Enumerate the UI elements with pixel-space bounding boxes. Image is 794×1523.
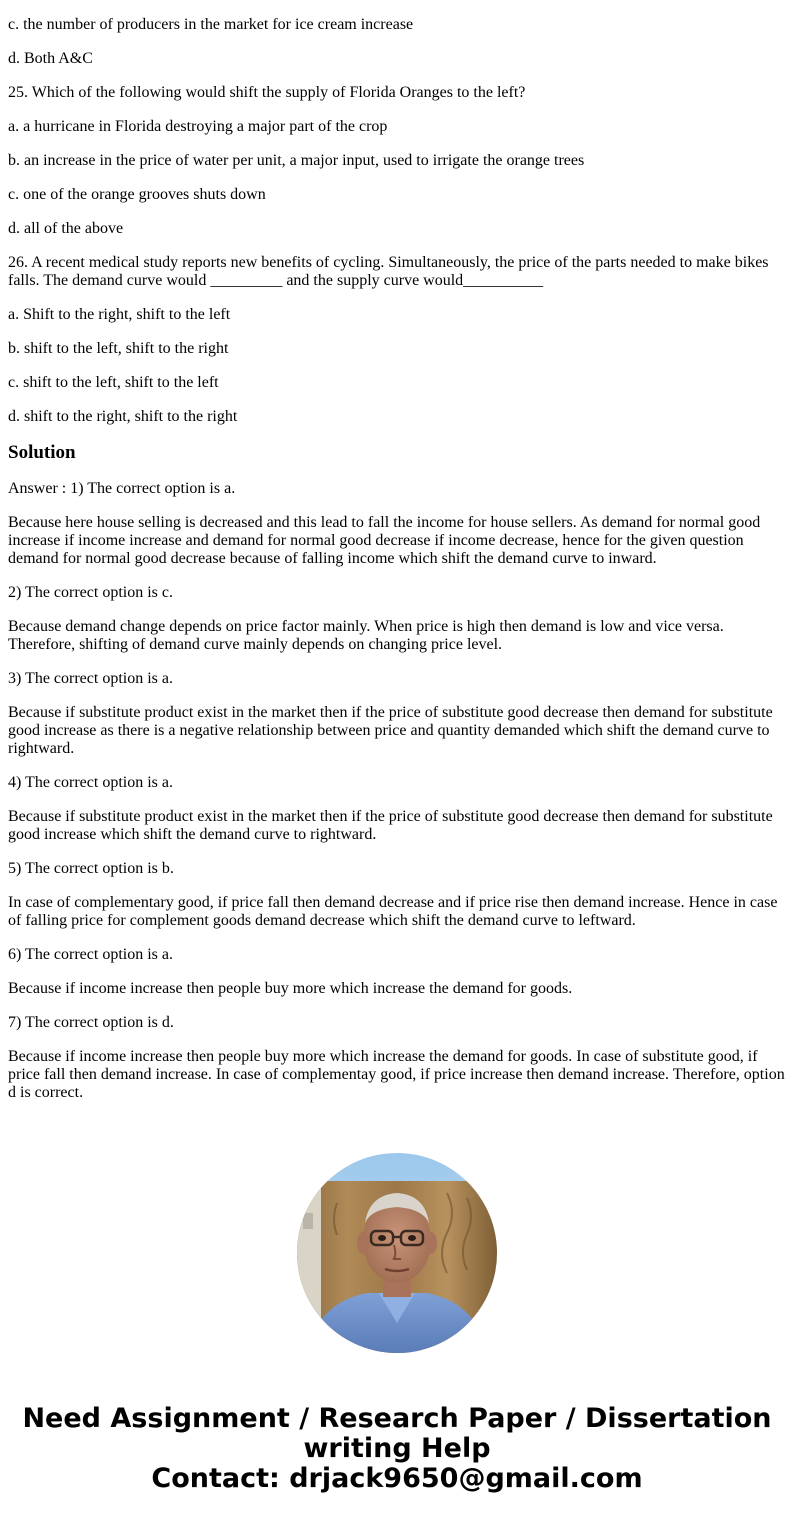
q24-option-d: d. Both A&C: [8, 50, 93, 67]
promo-line-1: Need Assignment / Research Paper / Dissertation: [22, 1403, 772, 1434]
solution-heading: Solution: [8, 442, 76, 463]
solution-answer-4: 4) The correct option is a.: [8, 774, 173, 791]
q25-option-d: d. all of the above: [8, 220, 124, 237]
solution-answer-7: 7) The correct option is d.: [8, 1014, 174, 1031]
q26-option-a: a. Shift to the right, shift to the left: [8, 306, 231, 323]
solution-answer-1: Answer : 1) The correct option is a.: [8, 480, 236, 497]
solution-answer-2: 2) The correct option is c.: [8, 584, 173, 601]
q25-option-a: a. a hurricane in Florida destroying a major part of the crop: [8, 118, 388, 135]
solution-explanation-3: Because if substitute product exist in the market then if the price of substitute good decrease then demand for substitute good increase as there is a negative relationship between price and quantity demanded which shift the demand curve to rightward.: [8, 704, 773, 757]
document-body: [8, 16, 786, 1118]
solution-explanation-6: Because if income increase then people buy more which increase the demand for goods.: [8, 980, 573, 997]
q24-option-c: c. the number of producers in the market for ice cream increase: [8, 16, 414, 33]
q26-question: 26. A recent medical study reports new benefits of cycling. Simultaneously, the price of the parts needed to make bikes falls. The demand curve would _________ and the supply curve would__________: [8, 254, 769, 289]
solution-explanation-7: Because if income increase then people buy more which increase the demand for goods. In case of substitute good, if price fall then demand increase. In case of complementay good, if price increase then demand increase. Therefore, option d is correct.: [8, 1048, 785, 1101]
q25-option-b: b. an increase in the price of water per unit, a major input, used to irrigate the orange trees: [8, 152, 585, 169]
solution-answer-6: 6) The correct option is a.: [8, 946, 173, 963]
solution-explanation-5: In case of complementary good, if price fall then demand decrease and if price rise then demand increase. Hence in case of falling price for complement goods demand decrease which shift the demand curve to leftward.: [8, 894, 778, 929]
promo-contact-line: Contact: drjack9650@gmail.com: [151, 1463, 643, 1494]
q25-question: 25. Which of the following would shift the supply of Florida Oranges to the left?: [8, 84, 526, 101]
q26-option-b: b. shift to the left, shift to the right: [8, 340, 229, 357]
tutor-avatar: [297, 1153, 497, 1353]
tutor-portrait-image: [297, 1153, 497, 1353]
q26-option-d: d. shift to the right, shift to the right: [8, 408, 238, 425]
solution-answer-5: 5) The correct option is b.: [8, 860, 174, 877]
solution-explanation-1: Because here house selling is decreased and this lead to fall the income for house sellers. As demand for normal good increase if income increase and demand for normal good decrease if income decrease, hence for the given question demand for normal good decrease because of falling income which shift the demand curve to inward.: [8, 514, 761, 567]
promo-banner: [0, 1404, 794, 1494]
solution-explanation-4: Because if substitute product exist in the market then if the price of substitute good decrease then demand for substitute good increase which shift the demand curve to rightward.: [8, 808, 773, 843]
q26-option-c: c. shift to the left, shift to the left: [8, 374, 219, 391]
q25-option-c: c. one of the orange grooves shuts down: [8, 186, 266, 203]
solution-explanation-2: Because demand change depends on price factor mainly. When price is high then demand is low and vice versa. Therefore, shifting of demand curve mainly depends on changing price level.: [8, 618, 724, 653]
promo-line-2: writing Help: [303, 1433, 491, 1464]
solution-answer-3: 3) The correct option is a.: [8, 670, 173, 687]
